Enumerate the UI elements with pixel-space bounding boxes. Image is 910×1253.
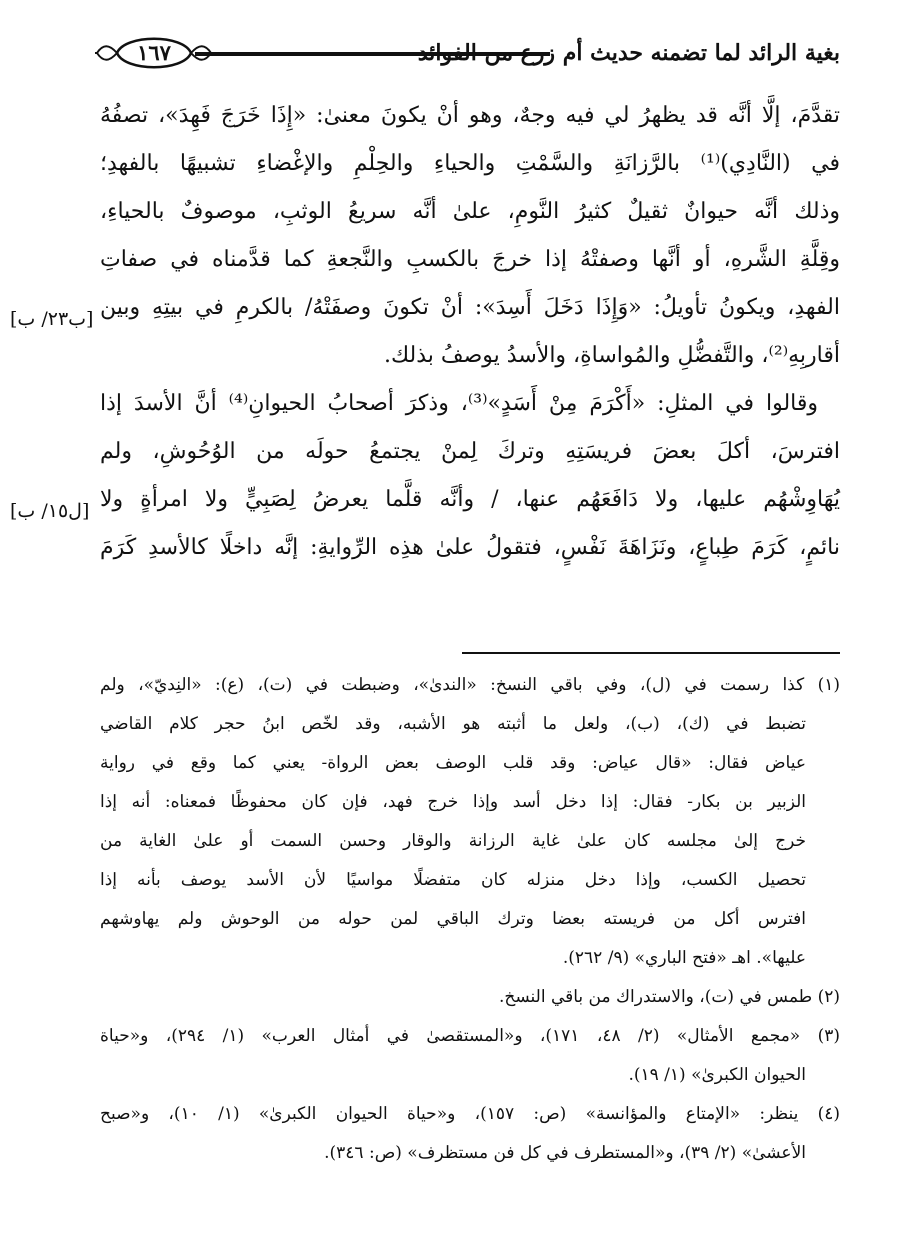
text-line: أقاربِهِ⁽²⁾، والتَّفضُّلِ والمُواساةِ، والأسدُ يوصفُ بذلك.: [383, 343, 840, 368]
footnote-line: عياض فقال: «قال عياض: وقد قلب الوصف بعض الرواة- يعني كما وقع في رواية: [100, 753, 806, 773]
manuscript-folio-marker: [ب٢٣/ ب]: [10, 308, 94, 330]
footnote-line: الحيوان الكبرىٰ» (١/ ١٩).: [628, 1065, 806, 1085]
page-number: ١٦٧: [137, 40, 171, 65]
footnote-line: (١) كذا رسمت في (ل)، وفي باقي النسخ: «الندىٰ»، وضبطت في (ت)، (ع): «النِديّ»، ولم: [100, 675, 840, 695]
footnote-line: (٣) «مجمع الأمثال» (٢/ ٤٨، ١٧١)، و«المستقصىٰ في أمثال العرب» (١/ ٢٩٤)، و«حياة: [100, 1026, 840, 1046]
main-text: [10, 92, 840, 572]
footnote-line: خرج إلىٰ مجلسه كان علىٰ غاية الرزانة والوقار وحسن السمت أو علىٰ الغاية من: [100, 831, 806, 851]
text-line: وقِلَّةِ الشَّرهِ، أو أنَّها وصفتْهُ إذا خرجَ بالكسبِ والنَّجعةِ كما قدَّمناه في صفاتِ: [100, 247, 840, 272]
footnote-line: عليها». اهـ «فتح الباري» (٩/ ٢٦٢).: [562, 948, 806, 968]
footnote-line: الأعشىٰ» (٢/ ٣٩)، و«المستطرف في كل فن مستظرف» (ص: ٣٤٦).: [324, 1143, 806, 1163]
paragraph-start-line: وقالوا في المثلِ: «أَكْرَمَ مِنْ أَسَدٍ»⁽³⁾، وذكرَ أصحابُ الحيوانِ⁽⁴⁾ أنَّ الأسدَ إذا: [100, 391, 818, 416]
manuscript-folio-marker: [ل١٥/ ب]: [10, 500, 90, 522]
text-line: يُهَاوِشْهُم عليها، ولا دَافَعَهُم عنها، / وأنَّه قلَّما يعرضُ لِصَبِيٍّ ولا امرأةٍ ولا: [100, 487, 840, 512]
running-title: بغية الرائد لما تضمنه حديث أم زرع من الفوائد: [417, 40, 840, 66]
page-header: [95, 28, 840, 78]
footnotes: [100, 666, 840, 1173]
footnote-line: تضبط في (ك)، (ب)، ولعل ما أثبته هو الأشبه، وقد لخّص ابنُ حجر كلام القاضي: [100, 714, 806, 734]
text-line: تقدَّمَ، إلَّا أنَّه قد يظهرُ لي فيه وجهٌ، وهو أنْ يكونَ معنىٰ: «إِذَا خَرَجَ فَهِدَ»، تصفُهُ: [100, 103, 840, 128]
footnote-line: افترس أكل من فريسته بعضا وترك الباقي لمن حوله من الوحوش ولم يهاوشهم: [100, 909, 806, 929]
text-line: الفهدِ، ويكونُ تأويلُ: «وَإِذَا دَخَلَ أَسِدَ»: أنْ تكونَ وصفَتْهُ/ بالكرمِ في بيتِهِ وبين: [100, 295, 840, 320]
footnote-separator: [462, 652, 840, 654]
text-line: نائمٍ، كَرَمَ طِباعٍ، ونَزَاهَةَ نَفْسٍ، فتقولُ علىٰ هذِه الرِّوايةِ: إنَّه داخلًا كالأسدِ كَرَمَ: [100, 535, 840, 560]
footnote-line: (٢) طمس في (ت)، والاستدراك من باقي النسخ.: [498, 987, 840, 1007]
text-line: وذلك أنَّه حيوانٌ ثقيلٌ كثيرُ النَّومِ، علىٰ أنَّه سريعُ الوثبِ، موصوفٌ بالحياءِ،: [100, 199, 840, 224]
text-line: افترسَ، أكلَ بعضَ فريسَتِهِ وتركَ لِمنْ يجتمعُ حولَه من الوُحُوشِ، ولم: [100, 439, 840, 464]
footnote-line: الزبير بن بكار- فقال: إذا دخل أسد وإذا خرج فهد، فإن كان محفوظًا فمعناه: أنه إذا: [100, 792, 806, 812]
text-line: في (النَّادِي)⁽¹⁾ بالرَّزانَةِ والسَّمْتِ والحياءِ والحِلْمِ والإغْضاءِ تشبيهًا بالفهدِ؛: [100, 151, 840, 176]
footnote-line: (٤) ينظر: «الإمتاع والمؤانسة» (ص: ١٥٧)، و«حياة الحيوان الكبرىٰ» (١/ ١٠)، و«صبح: [100, 1104, 840, 1124]
footnote-line: تحصيل الكسب، وإذا دخل منزله كان متفضلًا مواسيًا لأن الأسد يوصف بأنه إذا: [100, 870, 806, 890]
